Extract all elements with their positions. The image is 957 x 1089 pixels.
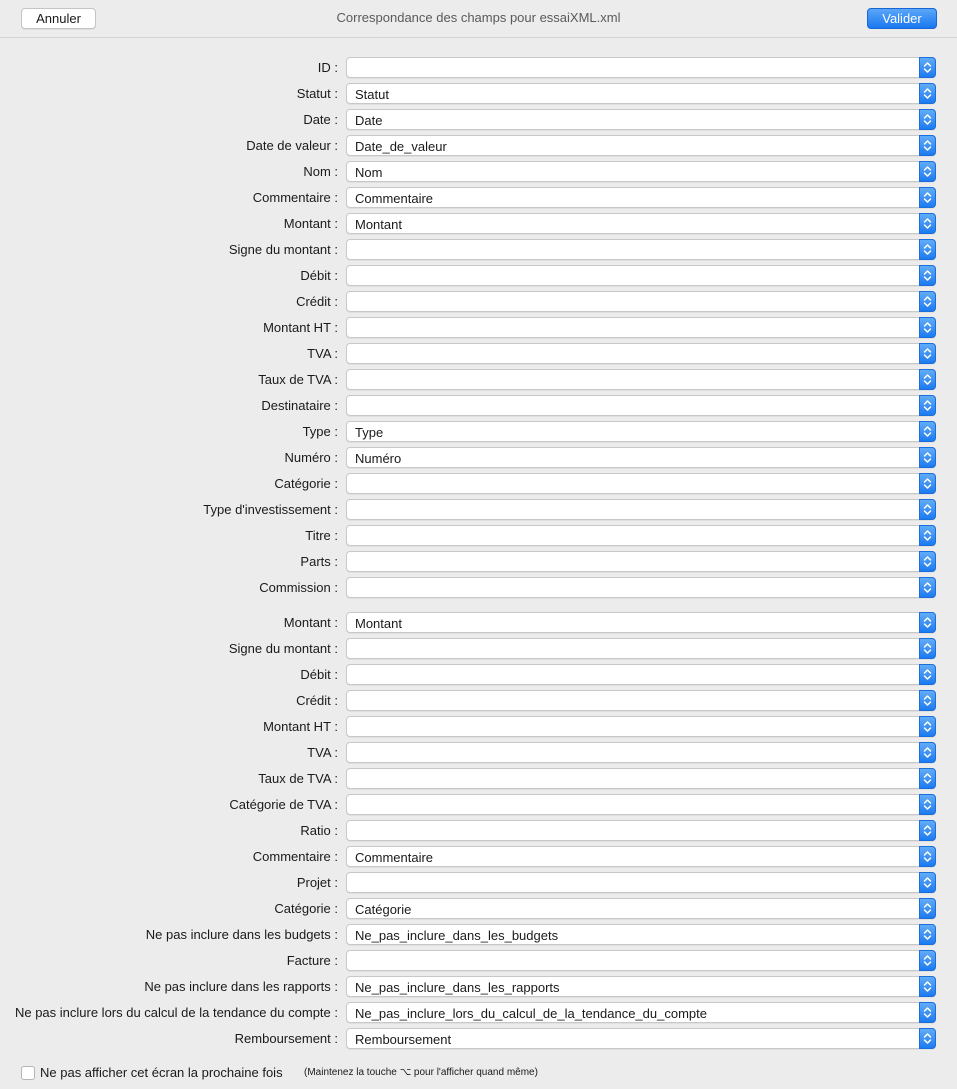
field-row (0, 690, 957, 712)
updown-chevron-icon[interactable] (919, 447, 936, 468)
field-row (0, 794, 957, 816)
field-mapping-select[interactable] (346, 1028, 936, 1049)
field-mapping-select[interactable] (346, 1002, 936, 1023)
field-label: Type : (302, 424, 338, 439)
updown-chevron-icon[interactable] (919, 976, 936, 997)
field-label: Signe du montant : (228, 641, 338, 656)
field-mapping-select[interactable] (346, 421, 936, 442)
field-mapping-value: Date_de_valeur (355, 139, 447, 154)
updown-chevron-icon[interactable] (919, 83, 936, 104)
field-row (0, 57, 957, 79)
updown-chevron-icon[interactable] (919, 794, 936, 815)
updown-chevron-icon[interactable] (919, 638, 936, 659)
updown-chevron-icon[interactable] (919, 1028, 936, 1049)
field-label: Montant : (283, 216, 338, 231)
updown-chevron-icon[interactable] (919, 317, 936, 338)
field-mapping-select[interactable] (346, 265, 936, 286)
field-mapping-select[interactable] (346, 898, 936, 919)
field-mapping-value: Type (355, 425, 384, 440)
field-label: TVA : (307, 346, 338, 361)
field-row (0, 577, 957, 599)
field-mapping-select[interactable] (346, 369, 936, 390)
field-mapping-select[interactable] (346, 664, 936, 685)
updown-chevron-icon[interactable] (919, 664, 936, 685)
dont-show-again-label[interactable]: Ne pas afficher cet écran la prochaine fois (40, 1065, 283, 1080)
updown-chevron-icon[interactable] (919, 213, 936, 234)
field-mapping-value: Commentaire (355, 850, 434, 865)
field-mapping-select[interactable] (346, 343, 936, 364)
dont-show-again-checkbox[interactable] (21, 1066, 35, 1080)
field-mapping-select[interactable] (346, 690, 936, 711)
cancel-button[interactable]: Annuler (21, 8, 96, 29)
field-label: Facture : (286, 953, 338, 968)
field-row (0, 872, 957, 894)
updown-chevron-icon[interactable] (919, 742, 936, 763)
field-mapping-select[interactable] (346, 768, 936, 789)
updown-chevron-icon[interactable] (919, 473, 936, 494)
field-mapping-select[interactable] (346, 161, 936, 182)
field-label: Montant : (283, 615, 338, 630)
field-mapping-select[interactable] (346, 135, 936, 156)
field-label: Débit : (300, 268, 338, 283)
field-mapping-select[interactable] (346, 742, 936, 763)
field-mapping-select[interactable] (346, 239, 936, 260)
updown-chevron-icon[interactable] (919, 421, 936, 442)
field-row (0, 716, 957, 738)
updown-chevron-icon[interactable] (919, 551, 936, 572)
updown-chevron-icon[interactable] (919, 369, 936, 390)
updown-chevron-icon[interactable] (919, 690, 936, 711)
field-row (0, 343, 957, 365)
field-mapping-select[interactable] (346, 395, 936, 416)
field-row (0, 820, 957, 842)
option-key-hint: (Maintenez la touche ⌥ pour l'afficher quand même) (304, 1067, 538, 1078)
field-mapping-select[interactable] (346, 924, 936, 945)
updown-chevron-icon[interactable] (919, 1002, 936, 1023)
updown-chevron-icon[interactable] (919, 135, 936, 156)
validate-button[interactable]: Valider (867, 8, 937, 29)
field-row (0, 1028, 957, 1050)
updown-chevron-icon[interactable] (919, 395, 936, 416)
field-mapping-select[interactable] (346, 213, 936, 234)
field-row (0, 317, 957, 339)
field-mapping-value: Catégorie (355, 902, 412, 917)
updown-chevron-icon[interactable] (919, 109, 936, 130)
field-row (0, 109, 957, 131)
field-mapping-select[interactable] (346, 950, 936, 971)
field-row (0, 1002, 957, 1024)
field-row (0, 161, 957, 183)
field-mapping-select[interactable] (346, 83, 936, 104)
field-mapping-value: Commentaire (355, 191, 434, 206)
field-label: TVA : (307, 745, 338, 760)
field-row (0, 612, 957, 634)
field-mapping-value: Numéro (355, 451, 402, 466)
field-row (0, 83, 957, 105)
field-row (0, 950, 957, 972)
field-row (0, 638, 957, 660)
field-label: Catégorie de TVA : (229, 797, 338, 812)
field-mapping-value: Montant (355, 616, 402, 631)
updown-chevron-icon[interactable] (919, 187, 936, 208)
field-mapping-select[interactable] (346, 872, 936, 893)
updown-chevron-icon[interactable] (919, 343, 936, 364)
field-label: Date : (303, 112, 338, 127)
updown-chevron-icon[interactable] (919, 161, 936, 182)
field-row (0, 742, 957, 764)
field-label: Crédit : (296, 294, 338, 309)
window-title: Correspondance des champs pour essaiXML.xml (336, 10, 621, 25)
field-mapping-select[interactable] (346, 447, 936, 468)
field-label: Date de valeur : (246, 138, 338, 153)
field-row (0, 525, 957, 547)
updown-chevron-icon[interactable] (919, 716, 936, 737)
field-label: Titre : (305, 528, 338, 543)
field-label: Ne pas inclure dans les rapports : (144, 979, 338, 994)
field-row (0, 976, 957, 998)
field-label: Projet : (296, 875, 338, 890)
field-label: Commission : (259, 580, 338, 595)
field-label: Commentaire : (252, 190, 338, 205)
field-row (0, 846, 957, 868)
field-mapping-select[interactable] (346, 551, 936, 572)
field-label: Destinataire : (261, 398, 338, 413)
updown-chevron-icon[interactable] (919, 846, 936, 867)
field-row (0, 421, 957, 443)
field-mapping-select[interactable] (346, 57, 936, 78)
field-mapping-select[interactable] (346, 291, 936, 312)
field-row (0, 135, 957, 157)
field-label: Montant HT : (263, 719, 338, 734)
field-label: Crédit : (296, 693, 338, 708)
updown-chevron-icon[interactable] (919, 499, 936, 520)
dont-show-again-option[interactable] (21, 1064, 941, 1082)
field-label: Montant HT : (263, 320, 338, 335)
updown-chevron-icon[interactable] (919, 265, 936, 286)
field-row (0, 447, 957, 469)
field-label: Commentaire : (252, 849, 338, 864)
field-row (0, 265, 957, 287)
field-label: Numéro : (284, 450, 338, 465)
updown-chevron-icon[interactable] (919, 239, 936, 260)
field-mapping-select[interactable] (346, 577, 936, 598)
field-row (0, 395, 957, 417)
field-row (0, 187, 957, 209)
updown-chevron-icon[interactable] (919, 291, 936, 312)
field-mapping-select[interactable] (346, 794, 936, 815)
field-label: Parts : (300, 554, 338, 569)
field-mapping-value: Statut (355, 87, 389, 102)
field-label: Taux de TVA : (258, 372, 338, 387)
field-label: Ne pas inclure lors du calcul de la tendance du compte : (14, 1005, 338, 1020)
field-mapping-value: Date (355, 113, 383, 128)
updown-chevron-icon[interactable] (919, 898, 936, 919)
field-mapping-select[interactable] (346, 612, 936, 633)
field-row (0, 369, 957, 391)
updown-chevron-icon[interactable] (919, 768, 936, 789)
updown-chevron-icon[interactable] (919, 872, 936, 893)
field-mapping-value: Ne_pas_inclure_dans_les_budgets (355, 928, 559, 943)
field-label: Statut : (296, 86, 338, 101)
updown-chevron-icon[interactable] (919, 577, 936, 598)
updown-chevron-icon[interactable] (919, 612, 936, 633)
field-mapping-select[interactable] (346, 638, 936, 659)
field-mapping-value: Nom (355, 165, 383, 180)
field-mapping-value: Remboursement (355, 1032, 452, 1047)
field-label: Nom : (303, 164, 338, 179)
field-row (0, 499, 957, 521)
field-mapping-select[interactable] (346, 976, 936, 997)
field-mapping-select[interactable] (346, 846, 936, 867)
field-mapping-select[interactable] (346, 317, 936, 338)
field-label: Ne pas inclure dans les budgets : (145, 927, 338, 942)
field-row (0, 551, 957, 573)
field-row (0, 239, 957, 261)
field-row (0, 213, 957, 235)
field-label: Taux de TVA : (258, 771, 338, 786)
field-label: Débit : (300, 667, 338, 682)
field-mapping-select[interactable] (346, 716, 936, 737)
field-mapping-select[interactable] (346, 109, 936, 130)
field-mapping-select[interactable] (346, 820, 936, 841)
field-mapping-select[interactable] (346, 473, 936, 494)
field-label: Signe du montant : (228, 242, 338, 257)
field-mapping-select[interactable] (346, 187, 936, 208)
field-row (0, 924, 957, 946)
field-mapping-value: Montant (355, 217, 402, 232)
field-row (0, 473, 957, 495)
field-label: Type d'investissement : (203, 502, 338, 517)
field-label: Ratio : (300, 823, 338, 838)
field-row (0, 768, 957, 790)
field-label: Catégorie : (274, 476, 338, 491)
field-label: Remboursement : (234, 1031, 338, 1046)
updown-chevron-icon[interactable] (919, 525, 936, 546)
field-label: Catégorie : (274, 901, 338, 916)
field-row (0, 664, 957, 686)
field-mapping-value: Ne_pas_inclure_dans_les_rapports (355, 980, 560, 995)
field-mapping-select[interactable] (346, 525, 936, 546)
field-row (0, 898, 957, 920)
updown-chevron-icon[interactable] (919, 820, 936, 841)
field-mapping-select[interactable] (346, 499, 936, 520)
updown-chevron-icon[interactable] (919, 57, 936, 78)
updown-chevron-icon[interactable] (919, 924, 936, 945)
field-mapping-value: Ne_pas_inclure_lors_du_calcul_de_la_tendance_du_compte (355, 1006, 707, 1021)
field-row (0, 291, 957, 313)
updown-chevron-icon[interactable] (919, 950, 936, 971)
dialog-header (0, 0, 957, 38)
field-label: ID : (317, 60, 338, 75)
